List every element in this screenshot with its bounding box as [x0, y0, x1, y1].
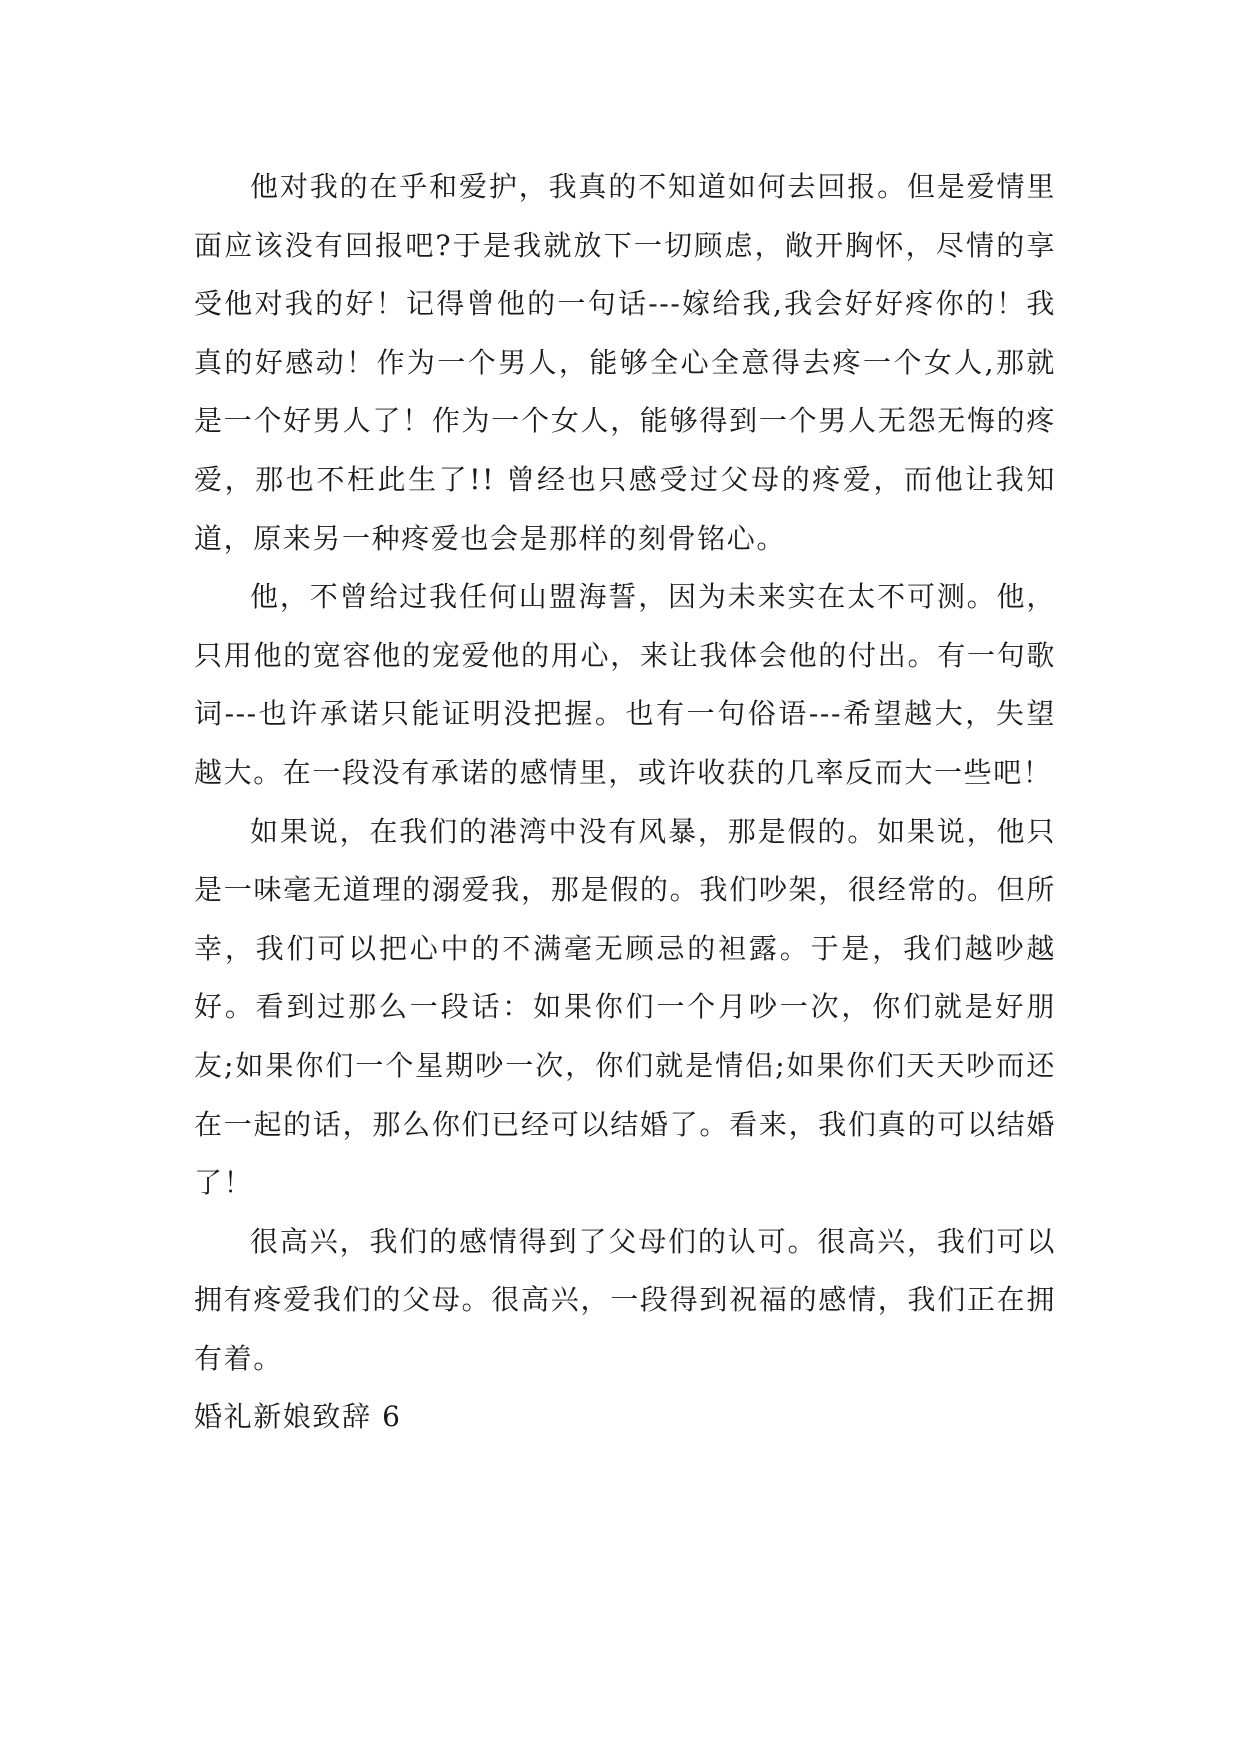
- paragraph-4: 很高兴，我们的感情得到了父母们的认可。很高兴，我们可以拥有疼爱我们的父母。很高兴，一段得到祝福的感情，我们正在拥有着。: [194, 1224, 1056, 1375]
- paragraph-1: 他对我的在乎和爱护，我真的不知道如何去回报。但是爱情里面应该没有回报吧?于是我就放下一切顾虑，敞开胸怀，尽情的享受他对我的好！记得曾他的一句话---嫁给我,我会好好疼你的！我真的好感动！作为一个男人，能够全心全意得去疼一个女人,那就是一个好男人了！作为一个女人，能够得到一个男人无怨无悔的疼爱，那也不枉此生了!! 曾经也只感受过父母的疼爱，而他让我知道，原来另一种疼爱也会是那样的刻骨铭心。: [194, 170, 1056, 555]
- section-heading: 婚礼新娘致辞 6: [194, 1400, 402, 1434]
- paragraph-3: 如果说，在我们的港湾中没有风暴，那是假的。如果说，他只是一味毫无道理的溺爱我，那是假的。我们吵架，很经常的。但所幸，我们可以把心中的不满毫无顾忌的袒露。于是，我们越吵越好。看到过那么一段话：如果你们一个月吵一次，你们就是好朋友;如果你们一个星期吵一次，你们就是情侣;如果你们天天吵而还在一起的话，那么你们已经可以结婚了。看来，我们真的可以结婚了！: [194, 814, 1056, 1200]
- document-page: [194, 158, 1056, 1447]
- paragraph-2: 他，不曾给过我任何山盟海誓，因为未来实在太不可测。他，只用他的宽容他的宠爱他的用心，来让我体会他的付出。有一句歌词---也许承诺只能证明没把握。也有一句俗语---希望越大，失望越大。在一段没有承诺的感情里，或许收获的几率反而大一些吧！: [194, 580, 1056, 789]
